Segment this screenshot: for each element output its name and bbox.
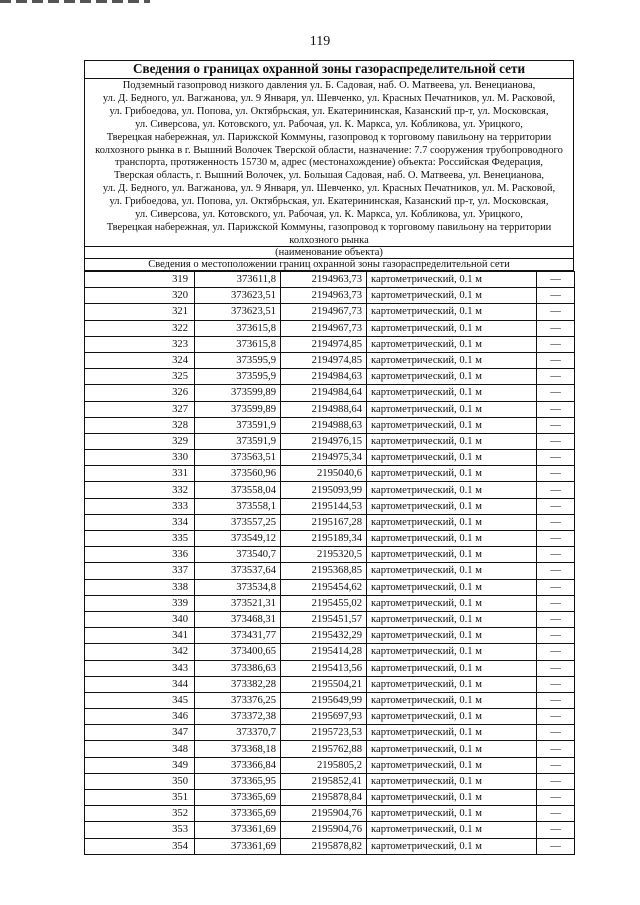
description-cell: — xyxy=(537,498,575,514)
method-accuracy: картометрический, 0.1 м xyxy=(367,611,537,627)
method-accuracy: картометрический, 0.1 м xyxy=(367,773,537,789)
coordinate-x: 373361,69 xyxy=(195,838,281,854)
description-cell: — xyxy=(537,806,575,822)
method-accuracy: картометрический, 0.1 м xyxy=(367,709,537,725)
coordinate-x: 373366,84 xyxy=(195,757,281,773)
coordinate-x: 373368,18 xyxy=(195,741,281,757)
method-accuracy: картометрический, 0.1 м xyxy=(367,433,537,449)
coordinate-y: 2195454,62 xyxy=(281,579,367,595)
object-name-label: (наименование объекта) xyxy=(85,246,573,258)
method-accuracy: картометрический, 0.1 м xyxy=(367,466,537,482)
table-row xyxy=(85,450,575,466)
point-number: 330 xyxy=(85,450,195,466)
coordinate-y: 2195878,84 xyxy=(281,790,367,806)
coordinate-y: 2195414,28 xyxy=(281,644,367,660)
table-row xyxy=(85,369,575,385)
description-line: ул. Грибоедова, ул. Попова, ул. Октябрьская, ул. Екатерининская, Казанский пр-т, ул. Московская, xyxy=(109,196,549,208)
point-number: 328 xyxy=(85,417,195,433)
coordinate-y: 2195904,76 xyxy=(281,806,367,822)
point-number: 337 xyxy=(85,563,195,579)
table-row xyxy=(85,288,575,304)
point-number: 340 xyxy=(85,611,195,627)
coordinate-x: 373595,9 xyxy=(195,352,281,368)
scan-top-mark xyxy=(0,0,150,3)
coordinate-x: 373521,31 xyxy=(195,595,281,611)
table-row xyxy=(85,611,575,627)
coordinate-x: 373623,51 xyxy=(195,288,281,304)
table-row xyxy=(85,466,575,482)
table-row xyxy=(85,498,575,514)
coordinate-y: 2195432,29 xyxy=(281,628,367,644)
point-number: 345 xyxy=(85,692,195,708)
coordinate-y: 2194963,73 xyxy=(281,272,367,288)
coordinate-x: 373558,04 xyxy=(195,482,281,498)
table-row xyxy=(85,838,575,854)
table-row xyxy=(85,757,575,773)
description-cell: — xyxy=(537,385,575,401)
coordinate-y: 2195040,6 xyxy=(281,466,367,482)
table-row xyxy=(85,320,575,336)
point-number: 338 xyxy=(85,579,195,595)
coordinate-y: 2195368,85 xyxy=(281,563,367,579)
coordinate-x: 373431,77 xyxy=(195,628,281,644)
table-row xyxy=(85,822,575,838)
description-cell: — xyxy=(537,709,575,725)
coordinate-x: 373558,1 xyxy=(195,498,281,514)
point-number: 324 xyxy=(85,352,195,368)
location-heading: Сведения о местоположении границ охранной зоны газораспределительной сети xyxy=(85,258,573,270)
method-accuracy: картометрический, 0.1 м xyxy=(367,320,537,336)
coordinate-y: 2195852,41 xyxy=(281,773,367,789)
method-accuracy: картометрический, 0.1 м xyxy=(367,482,537,498)
point-number: 342 xyxy=(85,644,195,660)
document-title: Сведения о границах охранной зоны газораспределительной сети xyxy=(85,61,573,79)
description-cell: — xyxy=(537,547,575,563)
description-cell: — xyxy=(537,336,575,352)
point-number: 320 xyxy=(85,288,195,304)
description-cell: — xyxy=(537,644,575,660)
description-cell: — xyxy=(537,838,575,854)
point-number: 319 xyxy=(85,272,195,288)
point-number: 347 xyxy=(85,725,195,741)
point-number: 341 xyxy=(85,628,195,644)
coordinate-x: 373400,65 xyxy=(195,644,281,660)
method-accuracy: картометрический, 0.1 м xyxy=(367,498,537,514)
coordinate-y: 2195504,21 xyxy=(281,676,367,692)
point-number: 327 xyxy=(85,401,195,417)
table-row xyxy=(85,660,575,676)
coordinate-y: 2195320,5 xyxy=(281,547,367,563)
method-accuracy: картометрический, 0.1 м xyxy=(367,822,537,838)
coordinate-y: 2195144,53 xyxy=(281,498,367,514)
point-number: 354 xyxy=(85,838,195,854)
description-cell: — xyxy=(537,514,575,530)
table-row xyxy=(85,352,575,368)
method-accuracy: картометрический, 0.1 м xyxy=(367,838,537,854)
method-accuracy: картометрический, 0.1 м xyxy=(367,336,537,352)
coordinate-y: 2195649,99 xyxy=(281,692,367,708)
table-row xyxy=(85,272,575,288)
coordinate-y: 2195697,93 xyxy=(281,709,367,725)
table-row xyxy=(85,482,575,498)
method-accuracy: картометрический, 0.1 м xyxy=(367,579,537,595)
coordinate-y: 2195723,53 xyxy=(281,725,367,741)
description-line: ул. Д. Бедного, ул. Вагжанова, ул. 9 Января, ул. Шевченко, ул. Красных Печатников, ул. М. Расковой, xyxy=(102,92,556,104)
point-number: 353 xyxy=(85,822,195,838)
coordinate-x: 373376,25 xyxy=(195,692,281,708)
method-accuracy: картометрический, 0.1 м xyxy=(367,385,537,401)
coordinate-x: 373549,12 xyxy=(195,531,281,547)
coordinate-y: 2194974,85 xyxy=(281,352,367,368)
point-number: 343 xyxy=(85,660,195,676)
description-cell: — xyxy=(537,272,575,288)
table-row xyxy=(85,304,575,320)
table-row xyxy=(85,790,575,806)
table-row xyxy=(85,595,575,611)
coordinate-x: 373615,8 xyxy=(195,320,281,336)
coordinate-x: 373540,7 xyxy=(195,547,281,563)
method-accuracy: картометрический, 0.1 м xyxy=(367,790,537,806)
table-row xyxy=(85,709,575,725)
coordinate-y: 2194967,73 xyxy=(281,304,367,320)
document-sheet xyxy=(84,60,574,855)
coordinate-y: 2195167,28 xyxy=(281,514,367,530)
method-accuracy: картометрический, 0.1 м xyxy=(367,628,537,644)
description-line: ул. Грибоедова, ул. Попова, ул. Октябрьская, ул. Екатерининская, Казанский пр-т, ул. Московская, xyxy=(109,105,549,117)
coordinate-x: 373595,9 xyxy=(195,369,281,385)
coordinate-y: 2195878,82 xyxy=(281,838,367,854)
point-number: 348 xyxy=(85,741,195,757)
coordinate-x: 373599,89 xyxy=(195,401,281,417)
description-line: ул. Сиверсова, ул. Котовского, ул. Рабочая, ул. К. Маркса, ул. Кобликова, ул. Урицкого, xyxy=(135,118,523,130)
table-row xyxy=(85,692,575,708)
coordinate-y: 2194975,34 xyxy=(281,450,367,466)
description-cell: — xyxy=(537,417,575,433)
point-number: 339 xyxy=(85,595,195,611)
coordinate-x: 373537,64 xyxy=(195,563,281,579)
description-cell: — xyxy=(537,725,575,741)
description-line: колхозного рынка в г. Вышний Волочек Тверской области, назначение: 7.7 сооружения трубопроводного xyxy=(95,144,563,156)
description-cell: — xyxy=(537,320,575,336)
point-number: 334 xyxy=(85,514,195,530)
page-number: 119 xyxy=(309,34,331,49)
method-accuracy: картометрический, 0.1 м xyxy=(367,741,537,757)
description-cell: — xyxy=(537,304,575,320)
coordinate-x: 373365,69 xyxy=(195,806,281,822)
method-accuracy: картометрический, 0.1 м xyxy=(367,514,537,530)
description-cell: — xyxy=(537,822,575,838)
table-row xyxy=(85,676,575,692)
description-line: Тверецкая набережная, ул. Парижской Коммуны, газопровод к торговому павильону на территории xyxy=(106,221,552,233)
point-number: 331 xyxy=(85,466,195,482)
method-accuracy: картометрический, 0.1 м xyxy=(367,531,537,547)
point-number: 336 xyxy=(85,547,195,563)
point-number: 344 xyxy=(85,676,195,692)
coordinate-y: 2195805,2 xyxy=(281,757,367,773)
coordinate-y: 2194988,64 xyxy=(281,401,367,417)
coordinate-y: 2194963,73 xyxy=(281,288,367,304)
method-accuracy: картометрический, 0.1 м xyxy=(367,450,537,466)
description-cell: — xyxy=(537,563,575,579)
description-line: колхозного рынка xyxy=(289,234,369,246)
table-row xyxy=(85,741,575,757)
description-cell: — xyxy=(537,531,575,547)
table-row xyxy=(85,514,575,530)
description-line: ул. Д. Бедного, ул. Вагжанова, ул. 9 Января, ул. Шевченко, ул. Красных Печатников, ул. М. Расковой, xyxy=(102,183,556,195)
table-row xyxy=(85,417,575,433)
coordinate-y: 2195455,02 xyxy=(281,595,367,611)
point-number: 326 xyxy=(85,385,195,401)
coordinate-x: 373370,7 xyxy=(195,725,281,741)
coordinate-y: 2194988,63 xyxy=(281,417,367,433)
point-number: 321 xyxy=(85,304,195,320)
coordinate-y: 2194967,73 xyxy=(281,320,367,336)
table-row xyxy=(85,433,575,449)
point-number: 323 xyxy=(85,336,195,352)
method-accuracy: картометрический, 0.1 м xyxy=(367,644,537,660)
coordinate-x: 373591,9 xyxy=(195,433,281,449)
coordinate-x: 373382,28 xyxy=(195,676,281,692)
coordinate-y: 2195762,88 xyxy=(281,741,367,757)
description-cell: — xyxy=(537,741,575,757)
coordinate-y: 2195189,34 xyxy=(281,531,367,547)
coordinates-table xyxy=(84,271,575,855)
coordinate-x: 373534,8 xyxy=(195,579,281,595)
method-accuracy: картометрический, 0.1 м xyxy=(367,272,537,288)
method-accuracy: картометрический, 0.1 м xyxy=(367,417,537,433)
method-accuracy: картометрический, 0.1 м xyxy=(367,595,537,611)
description-cell: — xyxy=(537,595,575,611)
point-number: 335 xyxy=(85,531,195,547)
point-number: 351 xyxy=(85,790,195,806)
coordinate-x: 373623,51 xyxy=(195,304,281,320)
point-number: 332 xyxy=(85,482,195,498)
point-number: 325 xyxy=(85,369,195,385)
description-cell: — xyxy=(537,401,575,417)
coordinate-x: 373361,69 xyxy=(195,822,281,838)
description-cell: — xyxy=(537,790,575,806)
coordinate-y: 2194984,64 xyxy=(281,385,367,401)
method-accuracy: картометрический, 0.1 м xyxy=(367,401,537,417)
description-line: Тверская область, г. Вышний Волочек, ул. Большая Садовая, наб. О. Матвеева, ул. Венецианова, xyxy=(113,170,545,182)
method-accuracy: картометрический, 0.1 м xyxy=(367,288,537,304)
point-number: 352 xyxy=(85,806,195,822)
method-accuracy: картометрический, 0.1 м xyxy=(367,304,537,320)
method-accuracy: картометрический, 0.1 м xyxy=(367,563,537,579)
header-box xyxy=(84,60,574,271)
description-cell: — xyxy=(537,757,575,773)
description-cell: — xyxy=(537,369,575,385)
description-cell: — xyxy=(537,676,575,692)
table-row xyxy=(85,806,575,822)
coordinate-x: 373372,38 xyxy=(195,709,281,725)
coordinate-x: 373591,9 xyxy=(195,417,281,433)
point-number: 349 xyxy=(85,757,195,773)
coordinate-y: 2195413,56 xyxy=(281,660,367,676)
method-accuracy: картометрический, 0.1 м xyxy=(367,692,537,708)
coordinate-x: 373599,89 xyxy=(195,385,281,401)
table-row xyxy=(85,547,575,563)
method-accuracy: картометрический, 0.1 м xyxy=(367,352,537,368)
point-number: 350 xyxy=(85,773,195,789)
coordinate-x: 373615,8 xyxy=(195,336,281,352)
table-row xyxy=(85,385,575,401)
coordinate-y: 2195451,57 xyxy=(281,611,367,627)
description-cell: — xyxy=(537,773,575,789)
method-accuracy: картометрический, 0.1 м xyxy=(367,676,537,692)
description-cell: — xyxy=(537,352,575,368)
table-row xyxy=(85,336,575,352)
description-line: Подземный газопровод низкого давления ул. Б. Садовая, наб. О. Матвеева, ул. Венецианова, xyxy=(122,80,536,91)
coordinate-x: 373563,51 xyxy=(195,450,281,466)
coordinate-x: 373365,69 xyxy=(195,790,281,806)
description-cell: — xyxy=(537,466,575,482)
description-line: транспорта, протяженность 15730 м, адрес (местонахождение) объекта: Российская Федерация, xyxy=(114,157,544,169)
coordinate-y: 2195904,76 xyxy=(281,822,367,838)
method-accuracy: картометрический, 0.1 м xyxy=(367,725,537,741)
method-accuracy: картометрический, 0.1 м xyxy=(367,806,537,822)
table-row xyxy=(85,725,575,741)
description-cell: — xyxy=(537,482,575,498)
description-line: Тверецкая набережная, ул. Парижской Коммуны, газопровод к торговому павильону на территории xyxy=(106,131,552,143)
coordinate-x: 373557,25 xyxy=(195,514,281,530)
description-cell: — xyxy=(537,579,575,595)
table-row xyxy=(85,773,575,789)
coordinate-x: 373468,31 xyxy=(195,611,281,627)
description-line: ул. Сиверсова, ул. Котовского, ул. Рабочая, ул. К. Маркса, ул. Кобликова, ул. Урицкого, xyxy=(135,209,523,221)
description-cell: — xyxy=(537,628,575,644)
table-row xyxy=(85,644,575,660)
table-row xyxy=(85,563,575,579)
table-row xyxy=(85,579,575,595)
description-cell: — xyxy=(537,450,575,466)
coordinate-y: 2194984,63 xyxy=(281,369,367,385)
description-cell: — xyxy=(537,660,575,676)
coordinate-x: 373386,63 xyxy=(195,660,281,676)
coordinate-x: 373560,96 xyxy=(195,466,281,482)
description-cell: — xyxy=(537,288,575,304)
coordinate-y: 2194976,15 xyxy=(281,433,367,449)
description-cell: — xyxy=(537,611,575,627)
object-description xyxy=(85,79,573,246)
description-cell: — xyxy=(537,433,575,449)
point-number: 333 xyxy=(85,498,195,514)
table-row xyxy=(85,401,575,417)
point-number: 346 xyxy=(85,709,195,725)
coordinate-x: 373611,8 xyxy=(195,272,281,288)
description-cell: — xyxy=(537,692,575,708)
table-row xyxy=(85,628,575,644)
point-number: 322 xyxy=(85,320,195,336)
table-row xyxy=(85,531,575,547)
method-accuracy: картометрический, 0.1 м xyxy=(367,660,537,676)
coordinate-y: 2194974,85 xyxy=(281,336,367,352)
method-accuracy: картометрический, 0.1 м xyxy=(367,757,537,773)
method-accuracy: картометрический, 0.1 м xyxy=(367,547,537,563)
coordinate-x: 373365,95 xyxy=(195,773,281,789)
method-accuracy: картометрический, 0.1 м xyxy=(367,369,537,385)
point-number: 329 xyxy=(85,433,195,449)
coordinate-y: 2195093,99 xyxy=(281,482,367,498)
